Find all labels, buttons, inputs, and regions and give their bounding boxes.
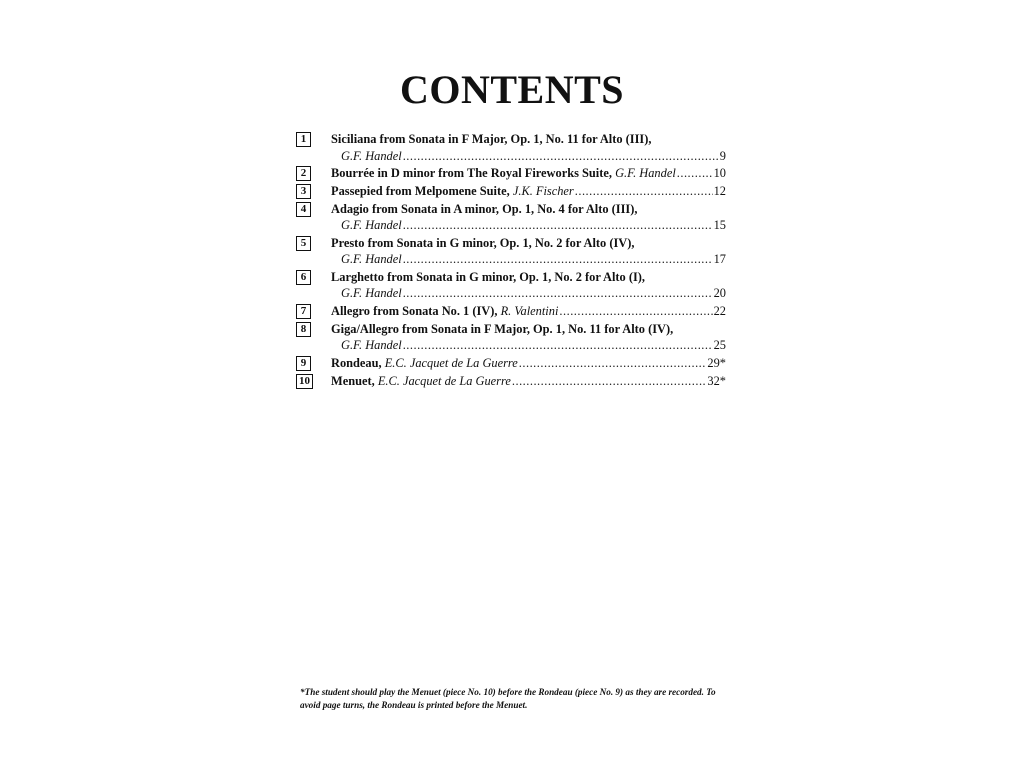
entry-title-line [331,355,726,372]
page-title: CONTENTS [399,67,625,112]
entry-title-line [331,201,726,218]
entry-title-line [331,269,726,286]
entry-title-line [331,235,726,252]
composer-name: G.F. Handel [341,338,402,353]
toc-entry [296,303,726,320]
entry-composer-line [341,217,726,234]
composer-name: R. Valentini [500,304,559,319]
piece-title: Menuet, [331,373,375,388]
composer-name: G.F. Handel [341,218,402,233]
page-number: 17 [713,252,726,267]
page-number: 15 [713,218,726,233]
toc-entry [296,183,726,200]
footnote: *The student should play the Menuet (piece No. 10) before the Rondeau (piece No. 9) as they are recorded. To avoid page turns, the Rondeau is printed before the Menuet. [300,687,716,710]
composer-name: G.F. Handel [615,166,676,181]
toc-entry [296,355,726,372]
dot-leader [403,337,713,354]
entry-title-line [331,165,726,182]
entry-number-box: 6 [296,270,311,285]
page-number: 22 [713,304,726,319]
toc-entry [296,235,726,268]
piece-title: Passepied from Melpomene Suite, [331,183,510,198]
composer-name: G.F. Handel [341,286,402,301]
dot-leader [403,285,713,302]
toc-entry [296,373,726,390]
page-number: 20 [713,286,726,301]
entry-composer-line [341,148,726,165]
entry-number-box: 7 [296,304,311,319]
toc-entry [296,201,726,234]
entry-title-line [331,303,726,320]
entry-number-box: 5 [296,236,311,251]
entry-number-box: 1 [296,132,311,147]
entry-number-box: 3 [296,184,311,199]
entry-title-line [331,321,726,338]
entry-number-box: 2 [296,166,311,181]
entry-number-box: 10 [296,374,313,389]
entry-title-line [331,131,726,148]
dot-leader [575,183,713,200]
entry-title-line [331,183,726,200]
dot-leader [677,165,713,182]
piece-title: Rondeau, [331,356,382,370]
piece-title: Giga/Allegro from Sonata in F Major, Op. 1, No. 11 for Alto (IV), [331,321,674,336]
dot-leader [403,148,719,165]
dot-leader [519,355,707,372]
composer-name: E.C. Jacquet de La Guerre [377,373,511,388]
page-number: 10 [713,166,726,181]
piece-title: Allegro from Sonata No. 1 (IV), [331,304,498,319]
piece-title: Siciliana from Sonata in F Major, Op. 1, No. 11 for Alto (III), [331,132,652,146]
piece-title: Larghetto from Sonata in G minor, Op. 1, No. 2 for Alto (I), [331,269,646,284]
entry-title-line [331,373,726,390]
page-number: 25 [713,338,726,353]
entry-number-box: 9 [296,356,311,371]
toc-entry [296,131,726,164]
piece-title: Presto from Sonata in G minor, Op. 1, No. 2 for Alto (IV), [331,235,635,250]
entry-composer-line [341,285,726,302]
dot-leader [403,217,713,234]
composer-name: E.C. Jacquet de La Guerre [384,356,518,370]
dot-leader [559,303,712,320]
entry-composer-line [341,337,726,354]
dot-leader [512,373,707,390]
entry-composer-line [341,251,726,268]
piece-title: Bourrée in D minor from The Royal Fireworks Suite, [331,166,612,181]
composer-name: G.F. Handel [341,252,402,267]
toc-entry [296,269,726,302]
toc-entry [296,165,726,182]
page-number: 9 [719,148,726,163]
composer-name: J.K. Fischer [512,183,574,198]
dot-leader [403,251,713,268]
entry-number-box: 8 [296,322,311,337]
composer-name: G.F. Handel [341,148,402,163]
toc-entry [296,321,726,354]
entry-number-box: 4 [296,202,311,217]
piece-title: Adagio from Sonata in A minor, Op. 1, No. 4 for Alto (III), [331,201,638,216]
page-number: 29* [707,356,726,370]
table-of-contents [296,131,726,390]
page-number: 32* [707,373,726,388]
page-number: 12 [713,183,726,198]
